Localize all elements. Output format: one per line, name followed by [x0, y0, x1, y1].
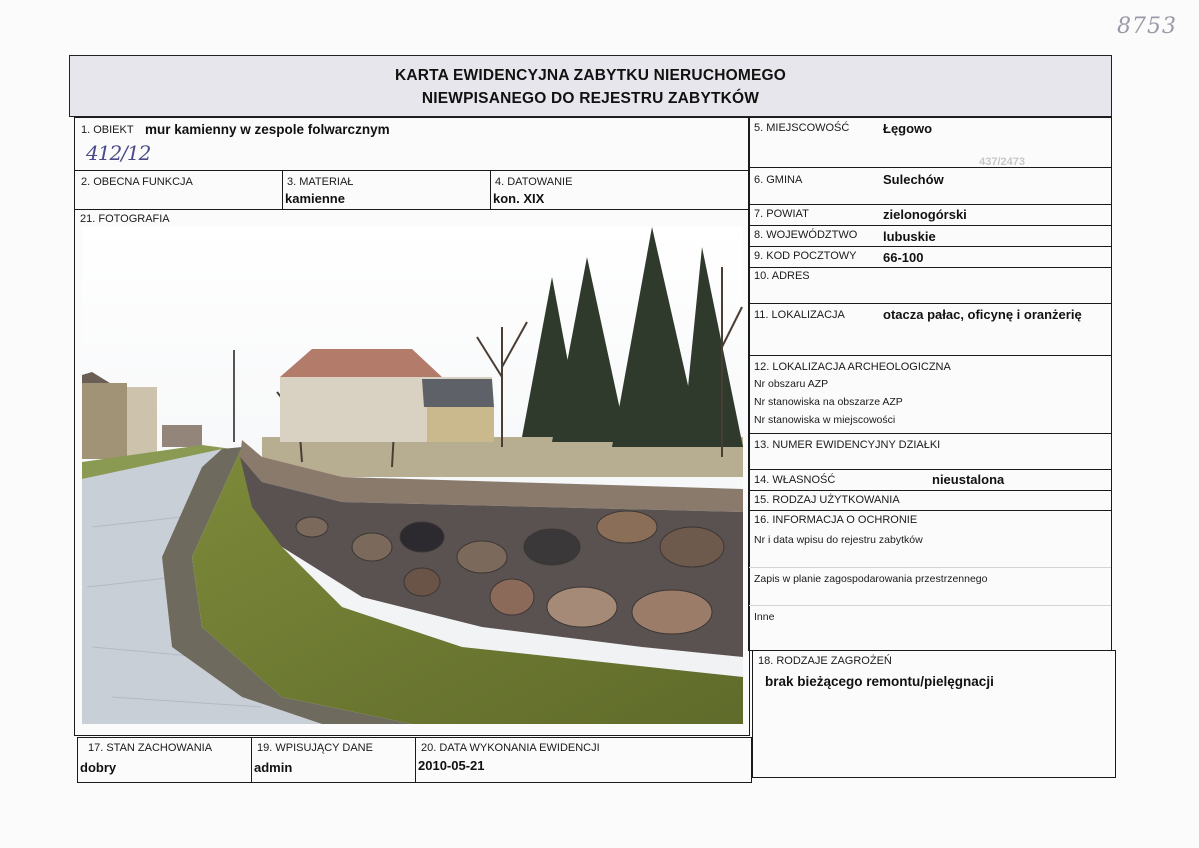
data-label: 20. DATA WYKONANIA EWIDENCJI [421, 742, 600, 754]
field-rodzaje-zagrozen [752, 650, 1116, 778]
archeo-stanowisko-miejscowosc-label: Nr stanowiska w miejscowości [754, 414, 896, 426]
material-label: 3. MATERIAŁ [287, 176, 354, 188]
miejscowosc-value: Łęgowo [883, 121, 933, 136]
ochrona-rejestr-label: Nr i data wpisu do rejestru zabytków [754, 534, 923, 546]
wojewodztwo-label: 8. WOJEWÓDZTWO [754, 229, 858, 241]
data-value: 2010-05-21 [418, 758, 485, 773]
field-wlasnosc [748, 469, 1112, 491]
archeo-azp-label: Nr obszaru AZP [754, 378, 829, 390]
field-material [282, 170, 491, 210]
field-wpisujacy-dane [251, 737, 416, 783]
wpisujacy-label: 19. WPISUJĄCY DANE [257, 742, 373, 754]
archeo-stanowisko-azp-label: Nr stanowiska na obszarze AZP [754, 396, 903, 408]
rodzaj-uzytkowania-label: 15. RODZAJ UŻYTKOWANIA [754, 494, 900, 506]
field-gmina [748, 167, 1112, 205]
field-powiat [748, 204, 1112, 226]
material-value: kamienne [285, 191, 345, 206]
wlasnosc-label: 14. WŁASNOŚĆ [754, 474, 836, 486]
fotografia-label: 21. FOTOGRAFIA [80, 213, 170, 225]
numer-dzialki-label: 13. NUMER EWIDENCYJNY DZIAŁKI [754, 439, 941, 451]
form-title-line2: NIEWPISANEGO DO REJESTRU ZABYTKÓW [421, 90, 760, 107]
field-data-wykonania [415, 737, 752, 783]
field-stan-zachowania [77, 737, 252, 783]
object-photograph [82, 227, 743, 724]
field-numer-dzialki [748, 433, 1112, 470]
obiekt-value: mur kamienny w zespole folwarcznym [145, 122, 390, 137]
field-obiekt [74, 117, 750, 171]
field-funkcja [74, 170, 283, 210]
field-lokalizacja-archeologiczna [748, 355, 1112, 434]
form-title-line1: KARTA EWIDENCYJNA ZABYTKU NIERUCHOMEGO [394, 67, 787, 84]
datowanie-value: kon. XIX [493, 191, 545, 206]
zagrozenia-label: 18. RODZAJE ZAGROŻEŃ [758, 655, 892, 667]
field-wojewodztwo [748, 225, 1112, 247]
lokalizacja-value: otacza pałac, oficynę i oranżerię [883, 307, 1082, 322]
adres-label: 10. ADRES [754, 270, 810, 282]
ochrona-divider-1 [749, 567, 1111, 568]
datowanie-label: 4. DATOWANIE [495, 176, 573, 188]
field-datowanie [490, 170, 750, 210]
field-miejscowosc [748, 117, 1112, 168]
field-adres [748, 267, 1112, 304]
gmina-value: Sulechów [883, 172, 944, 187]
ochrona-divider-2 [749, 605, 1111, 606]
powiat-label: 7. POWIAT [754, 208, 809, 220]
wpisujacy-value: admin [254, 760, 293, 775]
obiekt-label: 1. OBIEKT [81, 124, 134, 136]
archeo-label: 12. LOKALIZACJA ARCHEOLOGICZNA [754, 361, 951, 373]
stan-value: dobry [80, 760, 117, 775]
ochrona-label: 16. INFORMACJA O OCHRONIE [754, 514, 918, 526]
zagrozenia-value: brak bieżącego remontu/pielęgnacji [765, 674, 994, 689]
gmina-label: 6. GMINA [754, 174, 803, 186]
field-informacja-o-ochronie [748, 510, 1112, 651]
kod-value: 66-100 [883, 250, 924, 265]
miejscowosc-label: 5. MIEJSCOWOŚĆ [754, 122, 850, 134]
wlasnosc-value: nieustalona [932, 472, 1005, 487]
stan-label: 17. STAN ZACHOWANIA [88, 742, 213, 754]
ochrona-inne-label: Inne [754, 611, 775, 623]
field-lokalizacja [748, 303, 1112, 356]
field-kod-pocztowy [748, 246, 1112, 268]
wojewodztwo-value: lubuskie [883, 229, 936, 244]
handwritten-code: 412/12 [86, 141, 151, 165]
lokalizacja-label: 11. LOKALIZACJA [754, 309, 845, 321]
powiat-value: zielonogórski [883, 207, 967, 222]
funkcja-label: 2. OBECNA FUNKCJA [81, 176, 193, 188]
field-rodzaj-uzytkowania [748, 490, 1112, 511]
ochrona-plan-label: Zapis w planie zagospodarowania przestrzennego [754, 573, 988, 585]
ghost-code: 437/2473 [979, 156, 1025, 168]
kod-label: 9. KOD POCZTOWY [754, 250, 857, 262]
archive-stamp-number: 8753 [1117, 14, 1177, 39]
